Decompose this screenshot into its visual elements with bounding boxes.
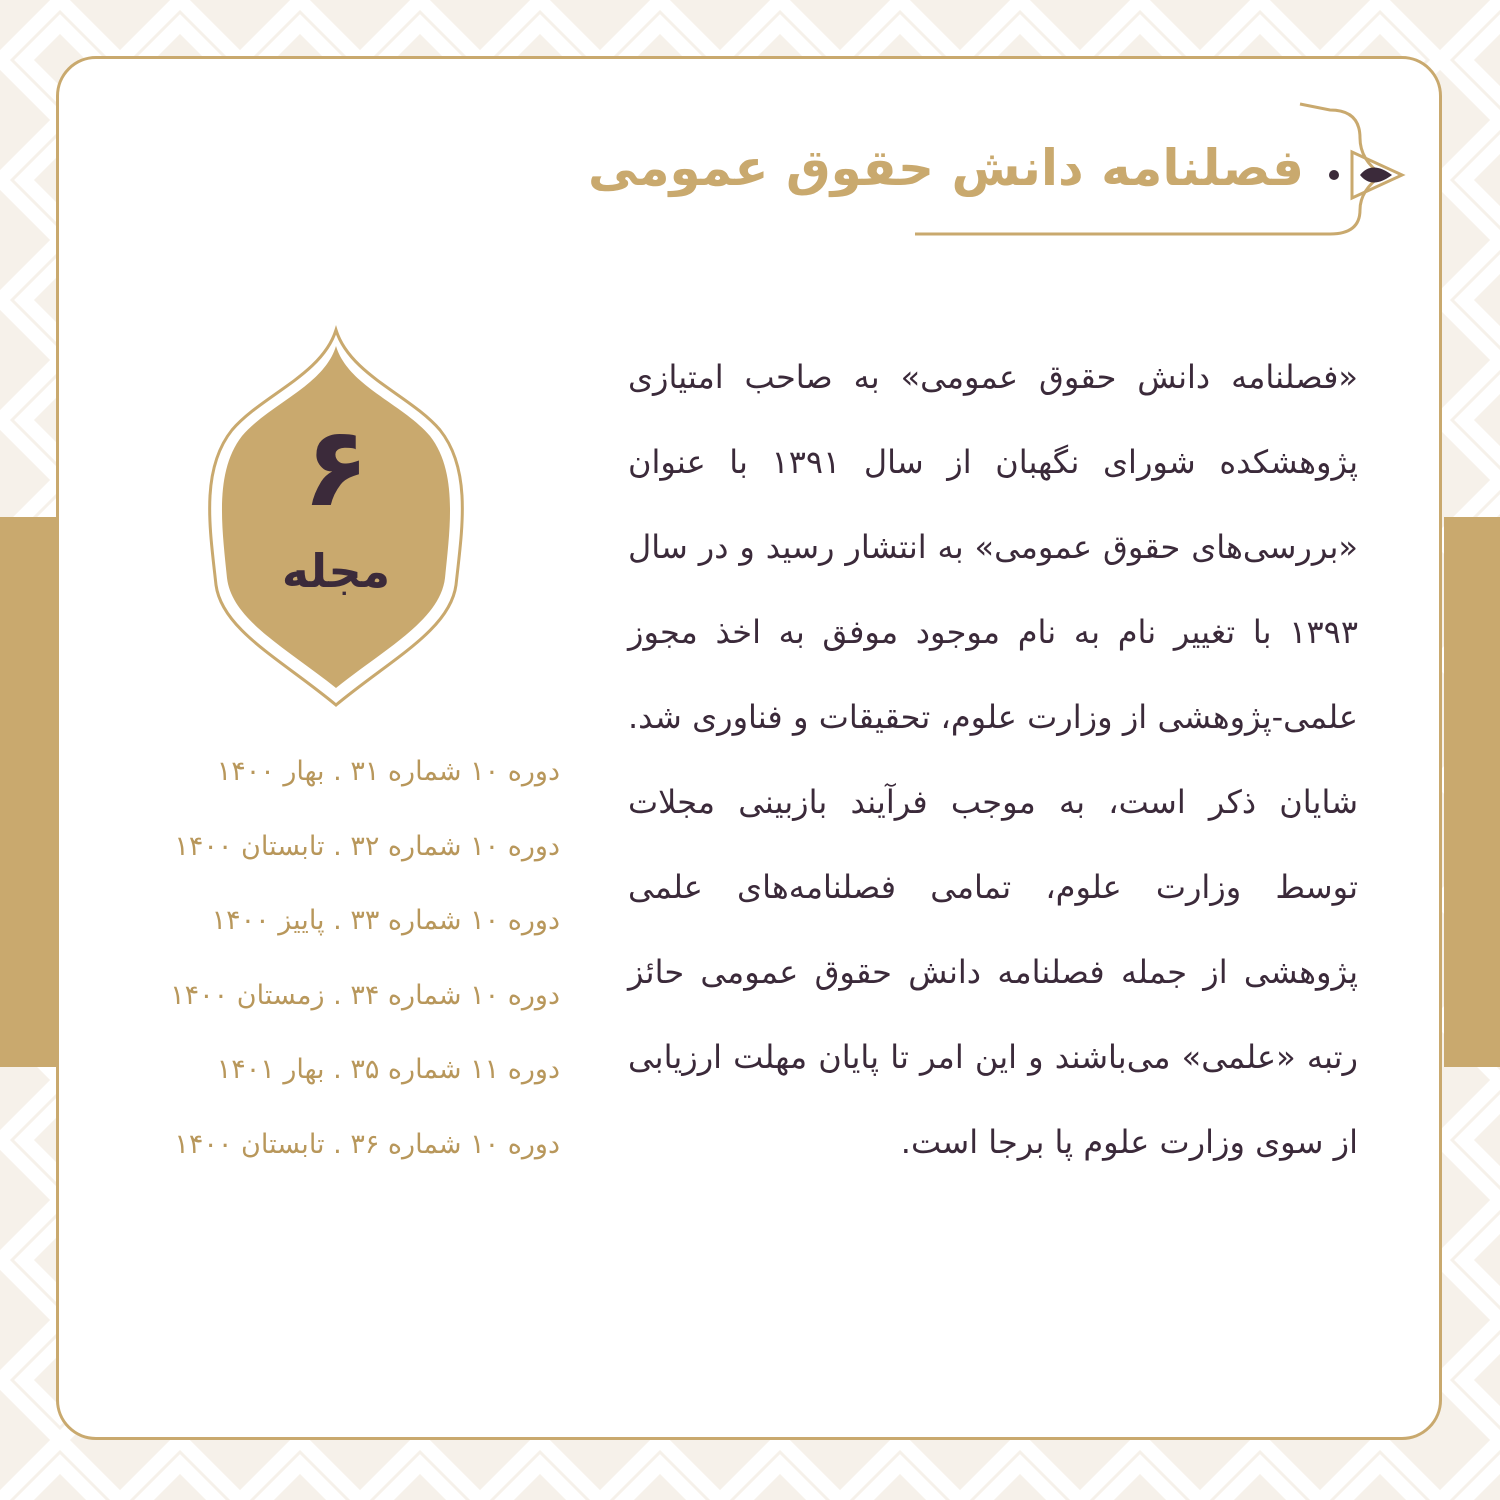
issues-list [100,735,560,1182]
issue-item: دوره ۱۰ شماره ۳۱ . بهار ۱۴۰۰ [216,756,560,787]
right-accent-bar [1444,517,1500,1067]
left-accent-bar [0,517,56,1067]
dot-icon [1329,170,1339,180]
description-paragraph: «فصلنامه دانش حقوق عمومی» به صاحب امتیازی پژوهشکده شورای نگهبان از سال ۱۳۹۱ با عنوان «بررسی‌های حقوق عمومی» به انتشار رسید و در سال ۱۳۹۳ با تغییر نام به نام موجود موفق به اخذ مجوز علمی-پژوهشی از وزارت علوم، تحقیقات و فناوری شد. شایان ذکر است، به موجب فرآیند بازبینی مجلات توسط وزارت علوم، تمامی فصلنامه‌های علمی پژوهشی از جمله فصلنامه دانش حقوق عمومی حائز رتبه «علمی» می‌باشند و این امر تا پایان مهلت ارزیابی از سوی وزارت علوم پا برجا است. [628,358,1359,1161]
page-title: فصلنامه دانش حقوق عمومی [588,139,1304,197]
issue-item: دوره ۱۱ شماره ۳۵ . بهار ۱۴۰۱ [216,1054,560,1085]
issue-item: دوره ۱۰ شماره ۳۶ . تابستان ۱۴۰۰ [174,1128,560,1160]
badge-number: ۶ [302,403,370,531]
issue-item: دوره ۱۰ شماره ۳۲ . تابستان ۱۴۰۰ [174,830,560,862]
issue-item: دوره ۱۰ شماره ۳۴ . زمستان ۱۴۰۰ [170,979,560,1011]
badge-label: مجله [281,544,391,598]
issue-item: دوره ۱۰ شماره ۳۳ . پاییز ۱۴۰۰ [211,905,560,936]
